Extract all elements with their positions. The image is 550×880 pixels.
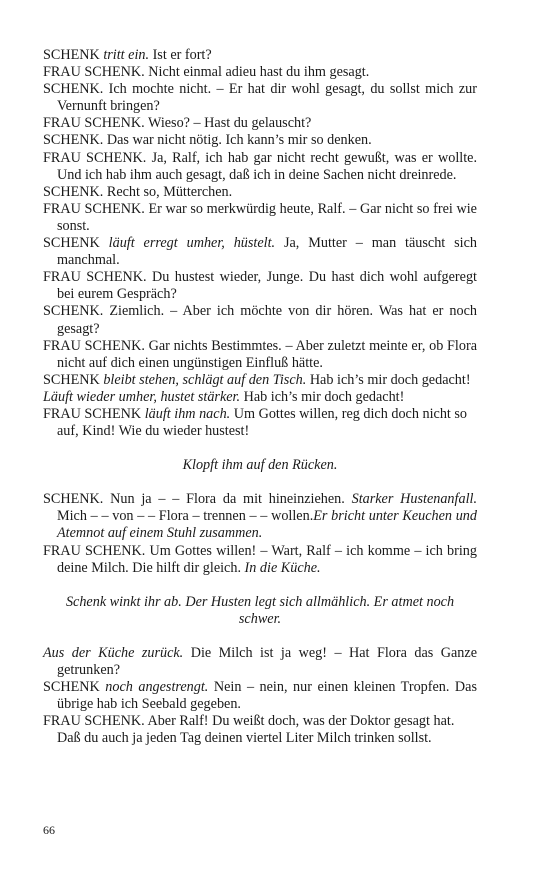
page-number: 66 xyxy=(43,823,55,837)
speech-line: FRAU SCHENK läuft ihm nach. Um Gottes willen, reg dich doch nicht so auf, Kind! Wie du wieder hustest! xyxy=(43,405,468,440)
speech-line: FRAU SCHENK. Er war so merkwürdig heute, Ralf. – Gar nicht so frei wie sonst. xyxy=(43,200,477,234)
stage-direction: Schenk winkt ihr ab. Der Husten legt sich allmählich. Er atmet noch schwer. xyxy=(65,593,455,627)
speech-line: FRAU SCHENK. Du hustest wieder, Junge. Du hast dich wohl aufgeregt bei eurem Gespräch? xyxy=(43,269,477,303)
speech-line: FRAU SCHENK. Nicht einmal adieu hast du ihm gesagt. xyxy=(43,64,370,81)
speech-line: SCHENK. Nun ja – – Flora da mit hineinziehen. Starker Hustenanfall. Mich – – von – – Flora – trennen – – wollen.Er bricht unter Keuchen und Atemnot auf einem Stuhl zusammen. xyxy=(43,491,477,542)
page-body xyxy=(43,47,477,747)
speech-line: SCHENK. Ziemlich. – Aber ich möchte von dir hören. Was hat er noch gesagt? xyxy=(43,303,477,337)
speech-line: FRAU SCHENK. Ja, Ralf, ich hab gar nicht recht gewußt, was er wollte. Und ich hab ihm auch gesagt, daß ich in deine Sachen nicht dreinrede. xyxy=(43,149,477,183)
speech-line: FRAU SCHENK. Wieso? – Hast du gelauscht? xyxy=(43,115,312,132)
speech-line: Läuft wieder umher, hustet stärker. Hab ich’s mir doch gedacht! xyxy=(43,388,405,405)
speech-line: SCHENK. Recht so, Mütterchen. xyxy=(43,183,233,200)
speech-line: FRAU SCHENK. Um Gottes willen! – Wart, Ralf – ich komme – ich bring deine Milch. Die hilft dir gleich. In die Küche. xyxy=(43,542,477,576)
speech-line: FRAU SCHENK. Aber Ralf! Du weißt doch, was der Doktor gesagt hat. Daß du auch ja jeden Tag deinen viertel Liter Milch trinken sollst. xyxy=(43,713,455,747)
stage-direction: Klopft ihm auf den Rücken. xyxy=(182,457,338,474)
speech-line: Aus der Küche zurück. Die Milch ist ja weg! – Hat Flora das Ganze getrunken? xyxy=(43,644,477,678)
speech-line: SCHENK. Ich mochte nicht. – Er hat dir wohl gesagt, du sollst mich zur Vernunft bringen? xyxy=(43,81,477,115)
speech-line: SCHENK läuft erregt umher, hüstelt. Ja, Mutter – man täuscht sich manchmal. xyxy=(43,235,477,269)
speech-line: FRAU SCHENK. Gar nichts Bestimmtes. – Aber zuletzt meinte er, ob Flora nicht auf dich einen ungünstigen Einfluß hätte. xyxy=(43,337,477,371)
speech-line: SCHENK bleibt stehen, schlägt auf den Tisch. Hab ich’s mir doch gedacht! xyxy=(43,371,471,388)
speech-line: SCHENK noch angestrengt. Nein – nein, nur einen kleinen Tropfen. Das übrige hab ich Seebald gegeben. xyxy=(43,679,477,713)
speech-line: SCHENK tritt ein. Ist er fort? xyxy=(43,47,212,63)
speech-line: SCHENK. Das war nicht nötig. Ich kann’s mir so denken. xyxy=(43,132,372,149)
